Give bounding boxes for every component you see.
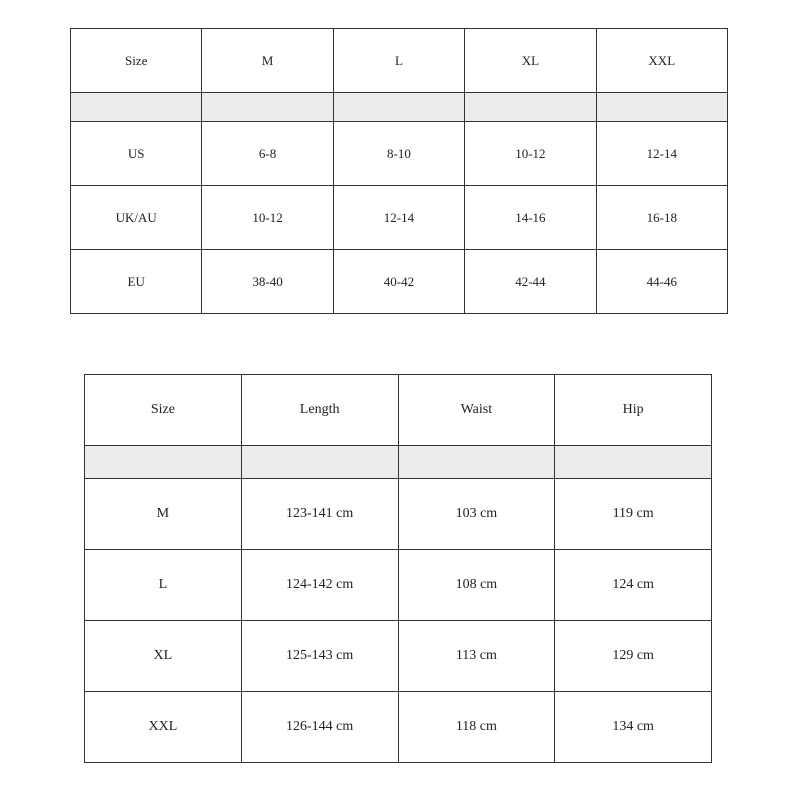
table-cell: 8-10 — [333, 122, 464, 186]
header-cell: M — [202, 29, 333, 93]
table-cell: 123-141 cm — [241, 479, 398, 550]
header-cell: L — [333, 29, 464, 93]
size-label-cell: XXL — [85, 692, 242, 763]
table-row — [71, 122, 728, 186]
table-cell: 124 cm — [555, 550, 712, 621]
separator-cell — [71, 93, 202, 122]
separator-cell — [465, 93, 596, 122]
table-cell: 12-14 — [333, 186, 464, 250]
table-header-row — [71, 29, 728, 93]
table-cell: 108 cm — [398, 550, 555, 621]
header-cell: Hip — [555, 375, 712, 446]
table-cell: 113 cm — [398, 621, 555, 692]
size-label-cell: M — [85, 479, 242, 550]
table-row — [85, 479, 712, 550]
header-cell: Length — [241, 375, 398, 446]
table-row — [85, 621, 712, 692]
table-cell: 38-40 — [202, 250, 333, 314]
separator-row — [85, 446, 712, 479]
table-cell: 40-42 — [333, 250, 464, 314]
table-cell: 14-16 — [465, 186, 596, 250]
size-conversion-table — [70, 28, 728, 314]
region-label-cell: UK/AU — [71, 186, 202, 250]
table-row — [71, 250, 728, 314]
table-cell: 134 cm — [555, 692, 712, 763]
separator-cell — [596, 93, 727, 122]
separator-row — [71, 93, 728, 122]
separator-cell — [241, 446, 398, 479]
header-cell: Size — [85, 375, 242, 446]
header-cell: Waist — [398, 375, 555, 446]
table-cell: 119 cm — [555, 479, 712, 550]
table-row — [85, 692, 712, 763]
table-cell: 124-142 cm — [241, 550, 398, 621]
header-cell: Size — [71, 29, 202, 93]
size-label-cell: L — [85, 550, 242, 621]
separator-cell — [202, 93, 333, 122]
table-cell: 10-12 — [465, 122, 596, 186]
measurement-table — [84, 374, 712, 763]
table-row — [85, 550, 712, 621]
table-cell: 103 cm — [398, 479, 555, 550]
table-cell: 42-44 — [465, 250, 596, 314]
region-label-cell: EU — [71, 250, 202, 314]
table-cell: 44-46 — [596, 250, 727, 314]
table-cell: 125-143 cm — [241, 621, 398, 692]
table-row — [71, 186, 728, 250]
region-label-cell: US — [71, 122, 202, 186]
header-cell: XL — [465, 29, 596, 93]
table-cell: 6-8 — [202, 122, 333, 186]
table-cell: 118 cm — [398, 692, 555, 763]
table-cell: 126-144 cm — [241, 692, 398, 763]
separator-cell — [85, 446, 242, 479]
table-cell: 129 cm — [555, 621, 712, 692]
size-label-cell: XL — [85, 621, 242, 692]
table-cell: 16-18 — [596, 186, 727, 250]
table-cell: 10-12 — [202, 186, 333, 250]
table-cell: 12-14 — [596, 122, 727, 186]
separator-cell — [555, 446, 712, 479]
separator-cell — [398, 446, 555, 479]
separator-cell — [333, 93, 464, 122]
header-cell: XXL — [596, 29, 727, 93]
table-header-row — [85, 375, 712, 446]
